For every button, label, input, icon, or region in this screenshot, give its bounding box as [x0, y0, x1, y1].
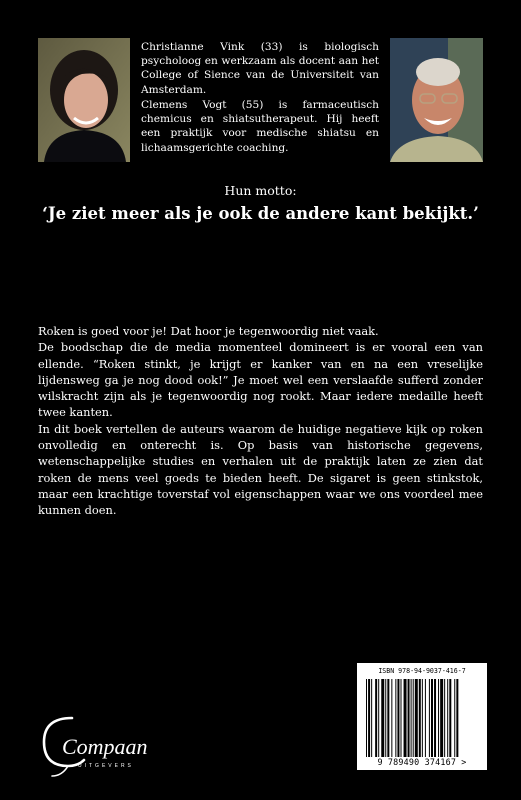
barcode-bar — [381, 679, 384, 757]
barcode-bar — [387, 679, 389, 757]
barcode-bar — [440, 679, 443, 757]
barcode-bar — [395, 679, 396, 757]
barcode-bar — [408, 679, 410, 757]
barcode-bar — [419, 679, 421, 757]
motto-label: Hun motto: — [224, 183, 297, 198]
ean-digits: 9 789490 374167 > — [377, 757, 467, 767]
barcode-bar — [431, 679, 433, 757]
barcode-bar — [456, 679, 458, 757]
barcode-bar — [434, 679, 436, 757]
barcode-bar — [438, 679, 439, 757]
publisher-logo — [38, 708, 168, 782]
publisher-subtitle: UITGEVERS — [78, 763, 134, 769]
barcode-bar — [429, 679, 430, 757]
blurb-paragraph: De boodschap die de media momenteel domineert is er vooral een van ellende. “Roken stinkt, je krijgt er kanker van en na een vreselijke lijdensweg ga je nog dood ook!” Je moet wel een verslaafde sufferd zonder wilskracht zijn als je tegenwoordig nog rookt. Maar iedere medaille heeft twee kanten. — [38, 340, 483, 420]
barcode-bar — [385, 679, 386, 757]
barcode-bar — [422, 679, 423, 757]
author-photo-vink — [38, 38, 130, 162]
barcode-bar — [404, 679, 407, 757]
barcode-bar — [413, 679, 414, 757]
barcode-bar — [378, 679, 379, 757]
barcode-bar — [397, 679, 399, 757]
author-bio-vink: Christianne Vink (33) is biologisch psycholoog en werkzaam als docent aan het College of Sience van de Universiteit van Amsterdam. — [141, 41, 379, 96]
barcode-bar — [449, 679, 451, 757]
barcode-bar — [411, 679, 412, 757]
barcode-bar — [401, 679, 402, 757]
barcode-bar — [371, 679, 372, 757]
author-bio-vogt: Clemens Vogt (55) is farmaceutisch chemicus en shiatsutherapeut. Hij heeft een praktijk voor medische shiatsu en lichaamsgerichte coaching. — [141, 99, 379, 154]
barcode-bar — [444, 679, 445, 757]
blurb — [38, 323, 483, 519]
barcode-bar — [368, 679, 370, 757]
blurb-paragraph: Roken is goed voor je! Dat hoor je tegenwoordig niet vaak. — [38, 324, 379, 338]
barcode-bar — [375, 679, 377, 757]
barcode-bar — [425, 679, 426, 757]
barcode-bar — [415, 679, 418, 757]
barcode-bar — [391, 679, 392, 757]
isbn-text: ISBN 978-94-9037-416-7 — [378, 667, 466, 675]
barcode-bars — [366, 679, 478, 757]
blurb-paragraph: In dit boek vertellen de auteurs waarom de huidige negatieve kijk op roken onvolledig en onterecht is. Op basis van historische gegevens, wetenschappelijke studies en verhalen uit de praktijk laten ze zien dat roken de mens veel goeds te bieden heeft. De sigaret is geen stinkstok, maar een krachtige toverstaf vol eigenschappen waar we ons voordeel mee kunnen doen. — [38, 421, 483, 518]
barcode-bar — [366, 679, 367, 757]
publisher-name: Compaan — [62, 734, 148, 759]
motto-quote: ‘Je ziet meer als je ook de andere kant bekijkt.’ — [42, 204, 479, 223]
isbn-barcode — [357, 663, 487, 770]
barcode-bar — [454, 679, 455, 757]
barcode-bar — [447, 679, 448, 757]
author-photo-vogt — [390, 38, 483, 162]
